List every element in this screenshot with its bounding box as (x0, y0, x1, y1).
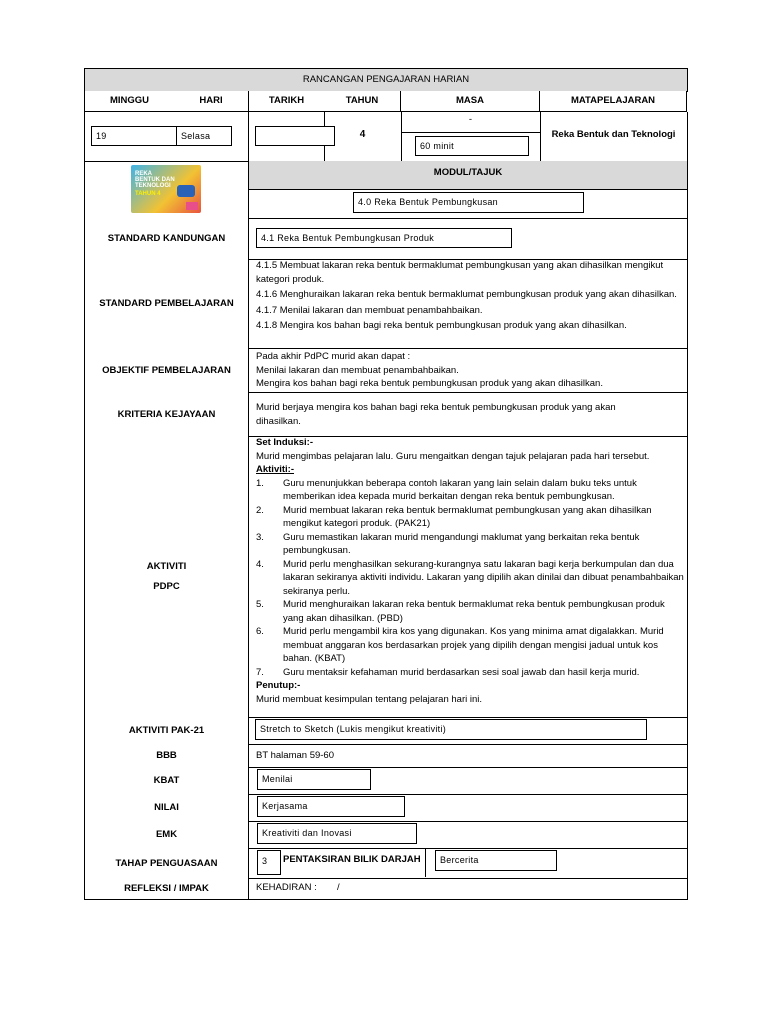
header-masa: MASA (401, 91, 540, 112)
sp-value-cell (248, 259, 688, 349)
sp-list (256, 259, 681, 333)
list-item: 2. Murid membuat lakaran reka bentuk bermaklumat pembungkusan yang akan dihasilkan mengikut kategori produk. (PAK21) (256, 504, 652, 529)
header-tahun: TAHUN (324, 91, 401, 112)
minggu-hari-cell (84, 112, 249, 162)
emk-label: EMK (84, 821, 249, 849)
masa-field[interactable]: 60 minit (415, 136, 529, 156)
sk-field[interactable]: 4.1 Reka Bentuk Pembungkusan Produk (256, 228, 512, 248)
textbook-cover-image (131, 165, 201, 213)
aktiviti-value-cell (248, 436, 688, 718)
sk-value-cell (248, 218, 688, 260)
tarikh-cell (248, 112, 325, 162)
penutup-heading: Penutup:- (256, 680, 301, 691)
aktiviti-steps (256, 477, 684, 680)
tarikh-field[interactable] (255, 126, 335, 146)
nilai-field[interactable]: Kerjasama (257, 796, 405, 817)
pak21-field[interactable]: Stretch to Sketch (Lukis mengikut kreativiti) (255, 719, 647, 740)
bbb-value-cell (248, 744, 688, 768)
emk-value-cell (248, 821, 688, 849)
nilai-label: NILAI (84, 794, 249, 822)
kk-value: Murid berjaya mengira kos bahan bagi reka bentuk pembungkusan produk yang akan dihasilkan. (256, 402, 616, 427)
sp-item: 4.1.8 Mengira kos bahan bagi reka bentuk pembungkusan produk yang akan dihasilkan. (256, 320, 627, 331)
document-title: RANCANGAN PENGAJARAN HARIAN (84, 68, 688, 92)
op-list (256, 350, 681, 391)
header-minggu: MINGGU (84, 91, 175, 112)
op-label: OBJEKTIF PEMBELAJARAN (84, 348, 249, 393)
list-item: 4. Murid perlu menghasilkan sekurang-kurangnya satu lakaran bagi kerja berkumpulan dan dua lakaran sekiranya aktiviti individu. Lakaran yang dipilih akan dinilai dan dibuat penambahbaikan sekiranya perlu. (256, 558, 684, 597)
aktiviti-content (256, 436, 684, 706)
nilai-value-cell (248, 794, 688, 822)
kbat-field[interactable]: Menilai (257, 769, 371, 790)
bbb-label: BBB (84, 744, 249, 768)
list-item: 5. Murid menghuraikan lakaran reka bentuk bermaklumat reka bentuk pembungkusan produk yang akan dihasilkan. (PBD) (256, 599, 665, 624)
aktiviti-label: AKTIVITI PDPC (84, 436, 249, 718)
kk-value-cell (248, 392, 688, 437)
op-line: Mengira kos bahan bagi reka bentuk pembungkusan produk yang akan dihasilkan. (256, 378, 603, 389)
modul-label: MODUL/TAJUK (248, 161, 688, 190)
kehadiran-label: KEHADIRAN : (256, 882, 317, 893)
pak21-label: AKTIVITI PAK-21 (84, 717, 249, 745)
header-hari: HARI (174, 91, 249, 112)
minggu-field[interactable]: 19 (91, 126, 177, 146)
matapelajaran-cell (540, 112, 688, 162)
sp-label: STANDARD PEMBELAJARAN (84, 259, 249, 349)
matapelajaran-value: Reka Bentuk dan Teknologi (551, 129, 676, 140)
tahun-value: 4 (359, 129, 366, 140)
set-induksi-heading: Set Induksi:- (256, 437, 314, 448)
sp-item: 4.1.5 Membuat lakaran reka bentuk bermaklumat pembungkusan yang akan dihasilkan mengikut kategori produk. (256, 260, 664, 285)
penutup-text: Murid membuat kesimpulan tentang pelajaran hari ini. (256, 693, 483, 705)
op-line: Menilai lakaran dan membuat penambahbaikan. (256, 364, 459, 376)
list-item: 7. Guru mentaksir kefahaman murid berdasarkan sesi soal jawab dan hasil kerja murid. (256, 666, 640, 678)
kk-label: KRITERIA KEJAYAAN (84, 392, 249, 437)
list-item: 3. Guru memastikan lakaran murid mengandungi maklumat yang berkaitan reka bentuk pembungkusan. (256, 531, 640, 556)
cover-text: REKA BENTUK DAN TEKNOLOGI TAHUN 4 (135, 171, 175, 197)
cover-block-shape (186, 202, 198, 210)
modul-value-cell (248, 189, 688, 219)
set-induksi-text: Murid mengimbas pelajaran lalu. Guru mengaitkan dengan tajuk pelajaran pada hari tersebut. (256, 450, 650, 462)
sp-item: 4.1.6 Menghuraikan lakaran reka bentuk bermaklumat pembungkusan produk yang akan dihasilkan. (256, 289, 677, 300)
list-item: 6. Murid perlu mengambil kira kos yang digunakan. Kos yang minima amat digalakkan. Murid membuat anggaran kos berdasarkan projek yang dipilih dengan mengisi jadual untuk kos bahan. (KBAT) (256, 626, 664, 664)
refleksi-value-cell (248, 878, 688, 900)
hari-field[interactable]: Selasa (176, 126, 232, 146)
pbd-field[interactable]: Bercerita (435, 850, 557, 871)
tp-label: TAHAP PENGUASAAN (84, 848, 249, 879)
list-item: 1. Guru menunjukkan beberapa contoh lakaran yang lain selain dalam buku teks untuk memberikan idea kepada murid berkaitan dengan reka bentuk pembungkusan. (256, 477, 637, 502)
pak21-value-cell (248, 717, 688, 745)
sp-item: 4.1.7 Menilai lakaran dan membuat penambahbaikan. (256, 304, 483, 316)
tahun-cell (324, 112, 402, 162)
masa-top: - (401, 112, 540, 133)
emk-field[interactable]: Kreativiti dan Inovasi (257, 823, 417, 844)
aktiviti-heading: Aktiviti:- (256, 464, 294, 475)
op-line: Pada akhir PdPC murid akan dapat : (256, 351, 411, 362)
header-matapelajaran: MATAPELAJARAN (540, 91, 687, 112)
cover-car-shape (177, 185, 195, 197)
tp-value-cell (248, 848, 688, 879)
modul-field[interactable]: 4.0 Reka Bentuk Pembungkusan (353, 192, 584, 213)
cover-cell (84, 161, 249, 219)
refleksi-label: REFLEKSI / IMPAK (84, 878, 249, 900)
op-value-cell (248, 348, 688, 393)
sk-label: STANDARD KANDUNGAN (84, 218, 249, 260)
masa-cell (401, 112, 541, 162)
header-tarikh: TARIKH (248, 91, 325, 112)
kbat-label: KBAT (84, 767, 249, 795)
kbat-value-cell (248, 767, 688, 795)
kehadiran-separator: / (337, 882, 340, 893)
pbd-label: PENTAKSIRAN BILIK DARJAH (281, 848, 426, 877)
bbb-value: BT halaman 59-60 (256, 750, 334, 761)
tp-field[interactable]: 3 (257, 850, 281, 875)
